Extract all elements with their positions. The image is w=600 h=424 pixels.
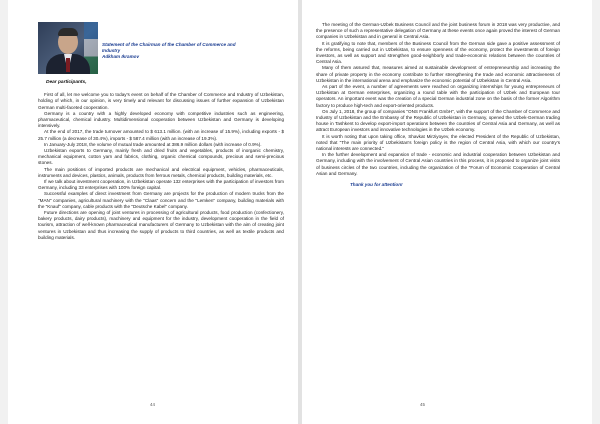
statement-title-line2: Industry bbox=[102, 48, 121, 53]
right-page-number: 45 bbox=[420, 402, 425, 407]
photo-hair bbox=[58, 28, 78, 36]
left-paragraph: In January-July 2018, the volume of mutual trade amounted at 386.9 million dollars (with increase of 0.9%). bbox=[44, 141, 262, 147]
chairman-name: Adkham Ikramov bbox=[102, 54, 140, 59]
left-paragraph: At the end of 2017, the trade turnover amounted to $ 613.1 million. (with an increase of 15.9%), including exports - $ 25.7 million (a decrease of 30.4%), imports - $ 587.4 million (with an increase of 19.3%). bbox=[38, 129, 284, 141]
right-paragraph: In the further development and expansion of trade - economic and industrial cooperation between Uzbekistan and Germany, including with the involvement of Central Asian countries in this process, it is proposed to organize joint visits of business circles of the two countries, including the organization of the "Forum of Economic Cooperation of Central Asian and Germany. bbox=[316, 152, 560, 176]
greeting: Dear participants, bbox=[46, 80, 87, 85]
statement-header bbox=[38, 22, 284, 78]
left-paragraph: The main positions of imported products are mechanical and electrical equipment, vehicles, pharmaceuticals, instruments and devices, plastics, animals, products from ferrous metals, chemical products, building materials, etc. bbox=[38, 166, 284, 178]
statement-title-block bbox=[102, 42, 236, 60]
left-page bbox=[8, 0, 298, 424]
left-page-number: 44 bbox=[150, 402, 155, 407]
right-page bbox=[302, 0, 592, 424]
chairman-photo bbox=[38, 22, 98, 74]
left-paragraph: First of all, let me welcome you to today's event on behalf of the Chamber of Commerce and Industry of Uzbekistan, holding of which, in our opinion, is very timely and relevant for discussing issues of further expansion of Uzbekistan German multi-faceted cooperation. bbox=[38, 92, 284, 110]
closing-line: Thank you for attention! bbox=[350, 182, 403, 188]
right-paragraph: It is gratifying to note that, members of the Business Council from the German side gave a positive assessment of the reforms, being carried out in Uzbekistan, to ensure openness of the economy, protect the investments of foreign investors, as well as support and strengthen good-neighborly and trade-economic relations between the countries of Central Asia. bbox=[316, 40, 560, 65]
statement-title-line1: Statement of the Chairman of the Chamber of Commerce and bbox=[102, 42, 236, 47]
right-paragraph: The meeting of the German-Uzbek Business Council and the joint business forum in 2018 was very productive, and the presence of such a representative delegation of Germany at these events once again proved the interest of German companies in Uzbekistan and in general in Central Asia. bbox=[316, 22, 560, 40]
right-paragraph: It is worth noting that upon taking office, Shavkat Mirziyoyev, the elected President of the Republic of Uzbekistan, noted that "The main priority of Uzbekistan's foreign policy is the region of Central Asia, with which our country's national interests are connected." bbox=[316, 133, 560, 152]
left-paragraph: Germany is a country with a highly developed economy with competitive industries such as engineering, pharmaceutical, chemical industry. Multidimensional cooperation between Uzbekistan and Germany is developing intensively. bbox=[38, 110, 284, 129]
left-paragraph: Uzbekistan exports to Germany, mainly fresh and dried fruits and vegetables, products of inorganic chemistry, mechanical equipment, cotton yarn and fabrics, clothing, organic chemical compounds, precious and semi-precious stones. bbox=[38, 148, 284, 166]
left-paragraph: Future directions are opening of joint ventures in processing of agricultural products, food production (confectionery, bakery products, dairy products), machinery and equipment for the industry, development cooperation in the field of tourism, attraction of well-known pharmaceutical manufacturers of Germany to Uzbekistan with the aim of creating joint ventures in Uzbekistan and thus increasing the supply of products to third countries, as well as textile products and building materials. bbox=[38, 210, 284, 240]
left-paragraph: If we talk about investment cooperation, in Uzbekistan operate 132 enterprises with the participation of investors from Germany, including 33 enterprises with 100% foreign capital. bbox=[38, 179, 284, 191]
right-paragraph: Many of them assured that, measures aimed at sustainable development of entrepreneurship and increasing the share of private property in the economy contribute to further strengthening the trade and economic attractiveness of Uzbekistan in the international arena and emphasize the economic potential of Uzbekistan in Central Asia. bbox=[316, 65, 560, 83]
right-paragraph: On July 1, 2018, the group of companies "ONS Frankfurt GmbH", with the support of the Chamber of Commerce and Industry of Uzbekistan and the Embassy of the Republic of Uzbekistan in Germany, opened the Uzbek-German trading house in Tashkent to develop export-import operations between the countries of Central Asia and Germany, as well as attract European investors and innovative technologies in the Uzbek economy. bbox=[316, 108, 560, 133]
right-paragraph: As part of the event, a number of agreements were reached on organizing internships for young entrepreneurs of Uzbekistan at German enterprises, organizing a round table with the participation of Uzbek and European tour operators. An important event was the creation of a special German industrial zone on the basis of the former Algorithm factory to produce high-tech and export-oriented products. bbox=[316, 84, 560, 108]
left-paragraph: Successful examples of direct investment from Germany are projects for the production of modern trucks from the "MAN" companies, agricultural machinery with the "Claas" concern and the "Lemken" company, building materials with the "Knauf" company, cable products with the "Deutsche Kabel" company. bbox=[38, 191, 284, 209]
photo-tie bbox=[66, 58, 70, 72]
